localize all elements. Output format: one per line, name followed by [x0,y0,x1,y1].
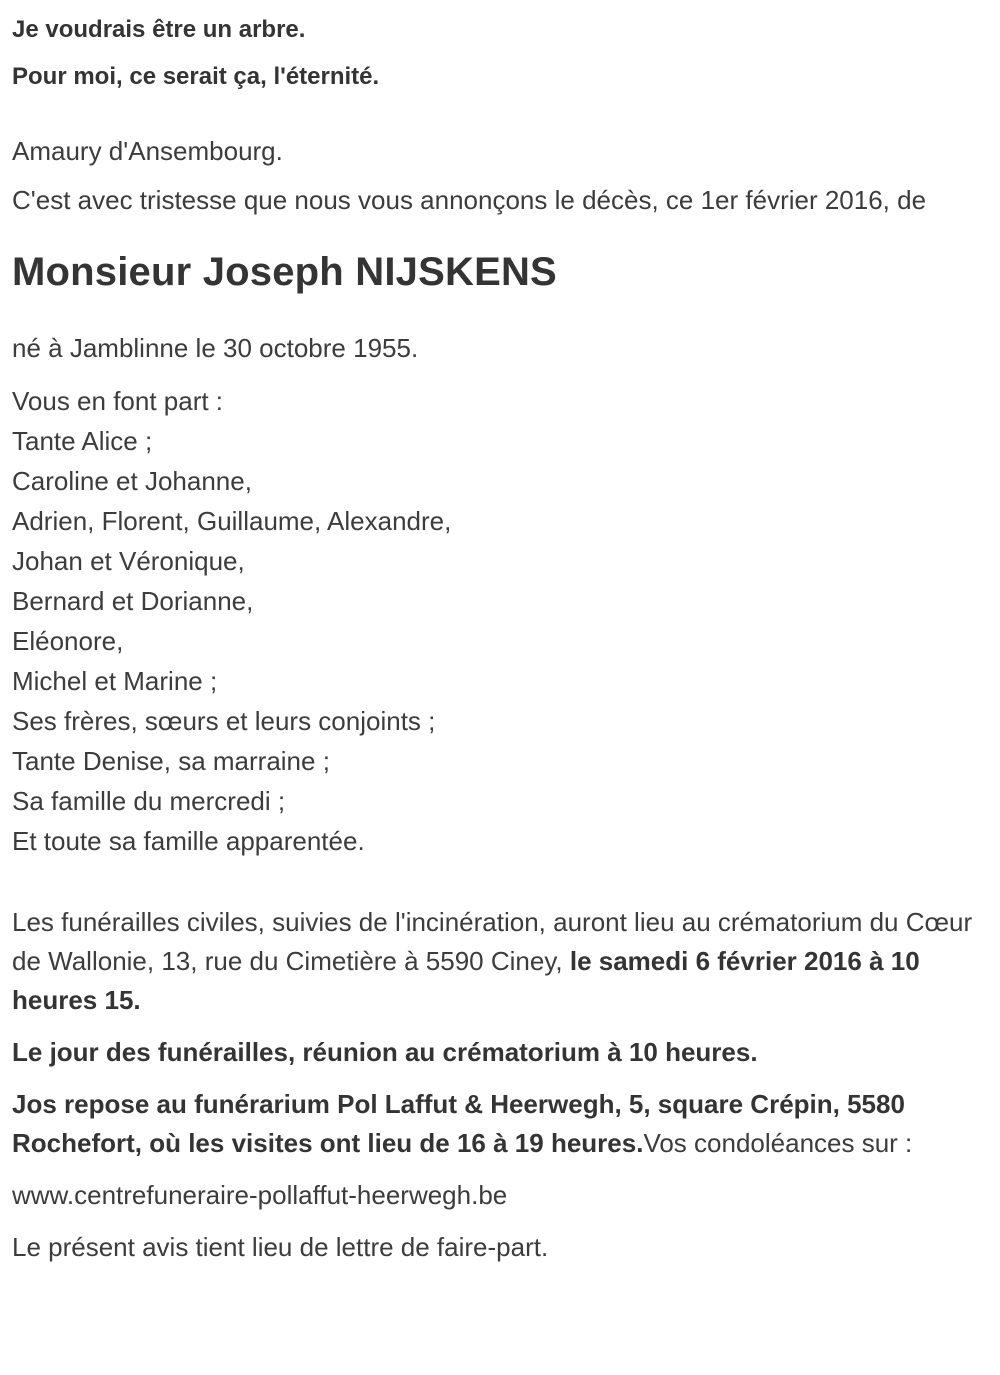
family-line-8: Ses frères, sœurs et leurs conjoints ; [12,706,436,736]
funeral-details-date: le samedi 6 février 2016 à 10 heures 15. [12,946,920,1015]
repose-details-text: Jos repose au funérarium Pol Laffut & Heerwegh, 5, square Crépin, 5580 Rochefort, où les visites ont lieu de 16 à 19 heures. [12,1089,905,1158]
family-intro: Vous en font part : [12,386,224,416]
family-line-6: Eléonore, [12,626,124,656]
condolences-text: Vos condoléances sur : [643,1128,913,1158]
family-line-9: Tante Denise, sa marraine ; [12,746,330,776]
funeral-details-text: Les funérailles civiles, suivies de l'incinération, auront lieu au crématorium du Cœur de Wallonie, 13, rue du Cimetière à 5590 Ciney, [12,907,973,976]
epigraph-author: Amaury d'Ansembourg. [12,136,283,166]
announcement-text: C'est avec tristesse que nous vous annonçons le décès, ce 1er février 2016, de [12,185,927,215]
funeral-meeting: Le jour des funérailles, réunion au crématorium à 10 heures. [12,1037,758,1067]
family-line-2: Caroline et Johanne, [12,466,252,496]
birth-info: né à Jamblinne le 30 octobre 1955. [12,333,419,363]
epigraph-line-1: Je voudrais être un arbre. [12,16,306,43]
funeral-details [12,903,984,1020]
family-line-4: Johan et Véronique, [12,546,245,576]
family-line-5: Bernard et Dorianne, [12,586,254,616]
repose-details [12,1085,984,1163]
family-line-10: Sa famille du mercredi ; [12,786,286,816]
family-list [12,381,984,861]
family-line-11: Et toute sa famille apparentée. [12,826,365,856]
family-line-3: Adrien, Florent, Guillaume, Alexandre, [12,506,452,536]
condolences-website: www.centrefuneraire-pollaffut-heerwegh.be [12,1180,508,1210]
family-line-7: Michel et Marine ; [12,666,218,696]
epigraph-line-2: Pour moi, ce serait ça, l'éternité. [12,63,380,90]
notice-footer: Le présent avis tient lieu de lettre de faire-part. [12,1232,549,1262]
deceased-name-heading: Monsieur Joseph NIJSKENS [12,250,557,294]
family-line-1: Tante Alice ; [12,426,153,456]
